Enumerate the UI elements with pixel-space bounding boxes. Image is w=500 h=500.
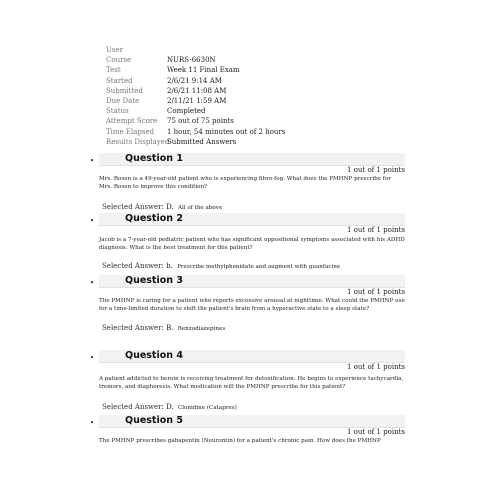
summary-label: Started: [106, 76, 133, 85]
question-points: 1 out of 1 points: [347, 226, 405, 234]
selected-answer: [102, 324, 225, 334]
bullet: •: [90, 354, 95, 362]
status-value: Completed: [167, 107, 206, 116]
question-points: 1 out of 1 points: [347, 288, 405, 296]
answer-letter: b.: [166, 262, 173, 270]
question-header: [99, 350, 405, 371]
question-title: Question 3: [125, 275, 183, 286]
selected-answer-label: Selected Answer:: [102, 403, 164, 411]
answer-value: Benzodiazepines: [177, 326, 226, 332]
question-points: 1 out of 1 points: [347, 166, 405, 174]
question-points: 1 out of 1 points: [347, 428, 405, 436]
question-header: [99, 213, 405, 234]
question-text: Mrs. Rosen is a 49-year-old patient who is experiencing fibro-fog. What does the PMHNP prescribe for Mrs. Rosen to improve this condition?: [99, 176, 391, 190]
summary-label: Status: [106, 107, 129, 116]
summary-label: Course: [106, 56, 132, 65]
due-date-value: 2/11/21 1:59 AM: [167, 96, 227, 105]
answer-letter: B.: [166, 324, 174, 332]
selected-answer: [102, 403, 237, 413]
bullet: •: [90, 279, 95, 287]
test-value: Week 11 Final Exam: [167, 66, 240, 75]
time-elapsed-value: 1 hour, 54 minutes out of 2 hours: [167, 127, 286, 136]
answer-value: All of the above: [177, 205, 223, 211]
summary-label: Due Date: [106, 96, 140, 105]
question-header: [99, 153, 405, 174]
question-title: Question 5: [125, 415, 183, 426]
answer-value: Prescribe methylphenidate and augment with guanfacine: [177, 264, 341, 270]
bullet: •: [90, 157, 95, 165]
selected-answer-label: Selected Answer:: [102, 203, 164, 211]
question-points: 1 out of 1 points: [347, 363, 405, 371]
question-header: [99, 275, 405, 296]
bullet: •: [90, 419, 95, 427]
summary-label: Time Elapsed: [106, 127, 155, 136]
selected-answer-label: Selected Answer:: [102, 262, 164, 270]
question-text: Jacob is a 7-year-old pediatric patient who has significant oppositional symptoms associated with his ADHD diagnosis. What is the best treatment for this patient?: [99, 237, 405, 251]
summary-row-submitted: [106, 86, 406, 96]
summary-label: Test: [106, 66, 121, 75]
summary-row-attempt-score: [106, 116, 406, 126]
results-displayed-value: Submitted Answers: [167, 137, 237, 146]
summary-row-results-displayed: [106, 137, 406, 147]
summary-row-test: [106, 65, 406, 75]
summary-label: Submitted: [106, 86, 143, 95]
question-title: Question 1: [125, 153, 183, 164]
question-text: A patient addicted to heroin is receiving treatment for detoxification. He begins to experience tachycardia, tremors, and diaphoresis. What medication will the PMHNP prescribe for this patient?: [99, 376, 404, 390]
answer-letter: D.: [166, 403, 174, 411]
attempt-score-value: 75 out of 75 points: [167, 117, 234, 126]
summary-label: Results Displayed: [106, 137, 170, 146]
question-text: The PMHNP is caring for a patient who reports excessive arousal at nighttime. What could the PMHNP use for a time-limited duration to shift the patient's brain from a hyperactive state to a sleep state?: [99, 298, 405, 312]
question-text: The PMHNP prescribes gabapentin (Neurontin) for a patient's chronic pain. How does the PMHNP: [99, 438, 381, 444]
answer-value: Clonidine (Catapres): [177, 405, 237, 411]
question-title: Question 2: [125, 213, 183, 224]
selected-answer-label: Selected Answer:: [102, 324, 164, 332]
question-title: Question 4: [125, 350, 183, 361]
bullet: •: [90, 217, 95, 225]
answer-letter: D.: [166, 203, 174, 211]
summary-row-time-elapsed: [106, 127, 406, 137]
attempt-summary: [106, 45, 406, 147]
submitted-value: 2/6/21 11:08 AM: [167, 86, 227, 95]
course-value: NURS-6630N: [167, 56, 216, 65]
question-header: [99, 415, 405, 436]
summary-row-due-date: [106, 96, 406, 106]
summary-row-course: [106, 55, 406, 65]
started-value: 2/6/21 9:14 AM: [167, 76, 222, 85]
summary-label: Attempt Score: [106, 117, 158, 126]
summary-row-started: [106, 76, 406, 86]
selected-answer: [102, 262, 340, 272]
summary-label: User: [106, 46, 123, 54]
summary-row-status: [106, 106, 406, 116]
summary-row-user: [106, 45, 406, 55]
